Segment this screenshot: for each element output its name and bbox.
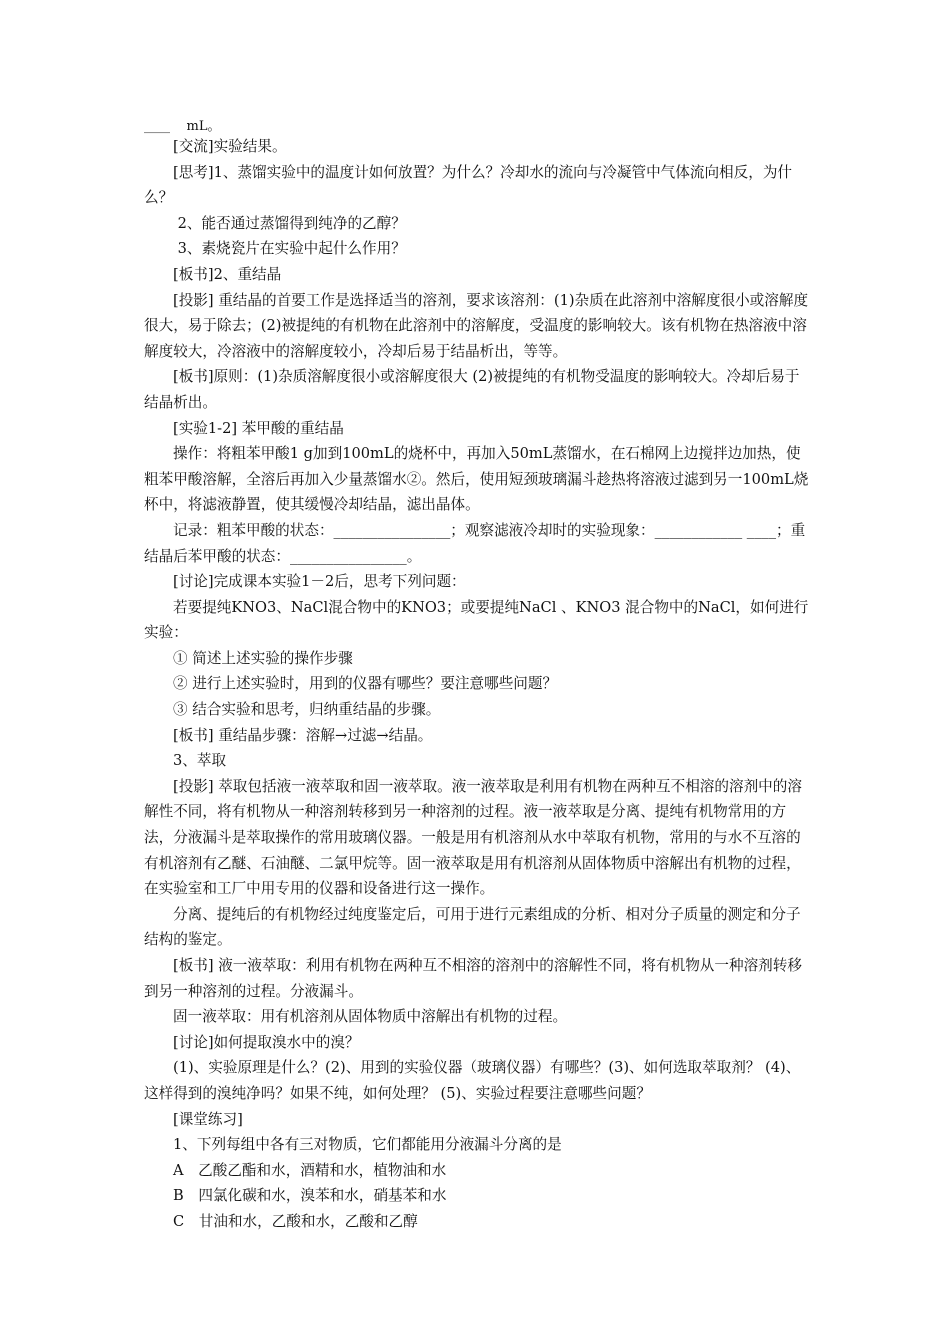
discussion-item-2: ② 进行上述实验时，用到的仪器有哪些？要注意哪些问题？ — [173, 675, 558, 693]
think-question-2: 2、能否通过蒸馏得到纯净的乙醇？ — [173, 214, 406, 232]
think-question-3: 3、素烧瓷片在实验中起什么作用？ — [173, 240, 406, 258]
discussion-item-1: ① 简述上述实验的操作步骤 — [173, 649, 353, 667]
bromine-questions: (1)、实验原理是什么？(2)、用到的实验仪器（玻璃仪器）有哪些？(3)、如何选取萃取剂？ (4)、这样得到的溴纯净吗？如果不纯，如何处理？ (5)、实验过程要注意哪些问题？ — [144, 1059, 801, 1102]
exercise-question-1: 1、下列每组中各有三对物质，它们都能用分液漏斗分离的是 — [173, 1136, 562, 1154]
exercise-option-b: B 四氯化碳和水，溴苯和水，硝基苯和水 — [173, 1187, 447, 1205]
experiment-record: 记录：粗苯甲酸的状态：________________；观察滤液冷却时的实验现象：____________ ____；重结晶后苯甲酸的状态：________________。 — [144, 521, 806, 565]
discussion-item-3: ③ 结合实验和思考，归纳重结晶的步骤。 — [173, 701, 441, 719]
discussion-question: 若要提纯KNO3、NaCl混合物中的KNO3；或要提纯NaCl 、KNO3 混合物中的NaCl，如何进行实验： — [144, 598, 809, 642]
think-question-1: [思考]1、蒸馏实验中的温度计如何放置？为什么？冷却水的流向与冷凝管中气体流向相反，为什么？ — [144, 163, 793, 207]
board-liquid-extraction: [板书] 液一液萃取：利用有机物在两种互不相溶的溶剂中的溶解性不同，将有机物从一种溶剂转移到另一种溶剂的过程。分液漏斗。 — [144, 957, 802, 1000]
discussion-intro: [讨论]完成课本实验1－2后，思考下列问题： — [173, 573, 466, 591]
exchange-line: [交流]实验结果。 — [173, 138, 287, 155]
board-principle: [板书]原则：(1)杂质溶解度很小或溶解度很大 (2)被提纯的有机物受温度的影响较大。冷却后易于结晶析出。 — [144, 368, 800, 411]
section-recrystallization-heading: [板书]2、重结晶 — [173, 265, 282, 283]
projection-extraction: [投影] 萃取包括液一液萃取和固一液萃取。液一液萃取是利用有机物在两种互不相溶的溶剂中的溶解性不同，将有机物从一种溶剂转移到另一种溶剂的过程。液一液萃取是分离、提纯有机物常用的方法，分液漏斗是萃取操作的常用玻璃仪器。一般是用有机溶剂从水中萃取有机物，常用的与水不互溶的有机溶剂有乙醚、石油醚、二氯甲烷等。固一液萃取是用有机溶剂从固体物质中溶解出有机物的过程，在实验室和工厂中用专用的仪器和设备进行这一操作。 — [144, 777, 802, 898]
board-recrystallization-steps: [板书] 重结晶步骤：溶解→过滤→结晶。 — [173, 726, 433, 744]
section-extraction-heading: 3、萃取 — [173, 752, 227, 770]
experiment-title: [实验1-2] 苯甲酸的重结晶 — [173, 419, 344, 437]
document-page — [144, 120, 814, 1235]
solid-liquid-extraction: 固一液萃取：用有机溶剂从固体物质中溶解出有机物的过程。 — [173, 1008, 568, 1026]
purity-paragraph: 分离、提纯后的有机物经过纯度鉴定后，可用于进行元素组成的分析、相对分子质量的测定和分子结构的鉴定。 — [144, 905, 801, 949]
projection-recrystallization: [投影] 重结晶的首要工作是选择适当的溶剂，要求该溶剂：(1)杂质在此溶剂中溶解度很小或溶解度很大，易于除去；(2)被提纯的有机物在此溶剂中的溶解度，受温度的影响较大。该有机物在热溶液中溶解度较大，冷溶液中的溶解度较小，冷却后易于结晶析出，等等。 — [144, 291, 809, 360]
exercise-option-c: C 甘油和水，乙酸和水，乙酸和乙醇 — [173, 1212, 418, 1230]
experiment-operation: 操作：将粗苯甲酸1 g加到100mL的烧杯中，再加入50mL蒸馏水，在石棉网上边搅拌边加热，使粗苯甲酸溶解，全溶后再加入少量蒸馏水②。然后，使用短颈玻璃漏斗趁热将溶液过滤到另一100mL烧杯中，将滤液静置，使其缓慢冷却结晶，滤出晶体。 — [144, 445, 809, 514]
answer-blank-line: ____ mL。 — [144, 119, 221, 134]
discussion-bromine: [讨论]如何提取溴水中的溴？ — [173, 1033, 360, 1051]
classroom-exercise-heading: [课堂练习] — [173, 1110, 243, 1128]
exercise-option-a: A 乙酸乙酯和水，酒精和水，植物油和水 — [173, 1161, 447, 1179]
